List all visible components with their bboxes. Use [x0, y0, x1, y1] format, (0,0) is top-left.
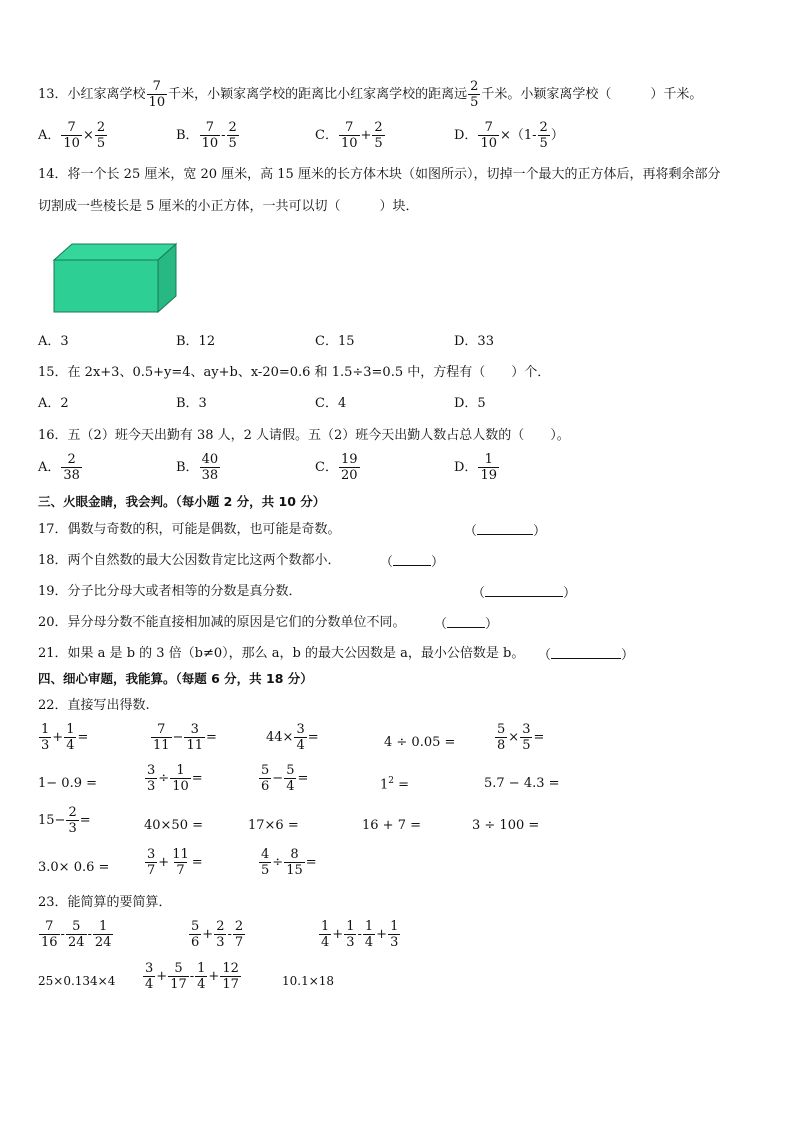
q23-title: 23．能简算的要简算． [38, 895, 172, 910]
q20-stem: 20．异分母分数不能直接相加减的原因是它们的分数单位不同。 [38, 615, 406, 630]
q22-r1-c4: 4 ÷ 0.05 = [384, 735, 456, 750]
q21-answer-blank[interactable]: （ ） [538, 648, 635, 663]
q23-expr-4: 25×0.134×4 [38, 974, 116, 988]
q22-r2-c5: 5.7 − 4.3 = [484, 776, 560, 791]
q22-r3-c1: 15− $\frac{2}{3}$ = [38, 805, 91, 836]
q19-stem: 19．分子比分母大或者相等的分数是真分数． [38, 584, 302, 599]
cuboid-figure [52, 242, 178, 314]
q22-r4-c2: $\frac{3}{7}$ + $\frac{11}{7}$ = [147, 847, 203, 878]
q23-expr-5: $\frac{3}{4}$ + $\frac{5}{17}$ - $\frac{1}{4}$ + $\frac{12}{17}$ [145, 961, 239, 992]
q15-option-d[interactable]: D．5 [454, 396, 486, 411]
q22-r4-c1: 3.0× 0.6 = [38, 860, 110, 875]
q14-option-b[interactable]: B．12 [176, 334, 216, 349]
q23-expr-2: $\frac{5}{6}$ + $\frac{2}{3}$ - $\frac{2}{7}$ [191, 919, 244, 950]
q14-stem-line1: 14．将一个长 25 厘米，宽 20 厘米，高 15 厘米的长方体木块（如图所示），切掉一个最大的正方体后，再将剩余部分 [38, 167, 721, 182]
q20-answer-blank[interactable]: （ ） [434, 617, 499, 632]
q22-title: 22．直接写出得数. [38, 698, 150, 713]
q22-r2-c3: $\frac{5}{6}$ − $\frac{5}{4}$ = [261, 763, 309, 794]
q15-option-b[interactable]: B．3 [176, 396, 207, 411]
q14-option-a[interactable]: A．3 [38, 334, 69, 349]
q16-option-d[interactable]: D． $\frac{1}{19}$ [454, 452, 497, 483]
q14-option-c[interactable]: C．15 [315, 334, 355, 349]
q22-r1-c3: 44× $\frac{3}{4}$ = [266, 722, 319, 753]
q22-r1-c1: $\frac{1}{3}$ + $\frac{1}{4}$ = [41, 722, 89, 753]
q15-option-a[interactable]: A．2 [38, 396, 69, 411]
q22-r3-c5: 3 ÷ 100 = [472, 818, 540, 833]
q22-r2-c4: $1^2$ = [380, 776, 410, 793]
q22-r1-c5: $\frac{5}{8}$ × $\frac{3}{5}$ = [497, 722, 545, 753]
q18-answer-blank[interactable]: （ ） [380, 555, 445, 570]
q17-answer-blank[interactable]: （ ） [464, 524, 547, 539]
q13-option-b[interactable]: B． $\frac{7}{10}$ - $\frac{2}{5}$ [176, 120, 237, 151]
cuboid-top-face [54, 244, 176, 260]
q15-stem: 15．在 2x+3、0.5+y=4、ay+b、x-20=0.6 和 1.5÷3=0.5 中，方程有（ ）个． [38, 365, 551, 380]
q16-stem: 16．五（2）班今天出勤有 38 人，2 人请假。五（2）班今天出勤人数占总人数的（ ）。 [38, 428, 570, 443]
q23-expr-3: $\frac{1}{4}$ + $\frac{1}{3}$ - $\frac{1}{4}$ + $\frac{1}{3}$ [321, 919, 399, 950]
q22-r4-c3: $\frac{4}{5}$ ÷ $\frac{8}{15}$ = [261, 847, 317, 878]
q16-option-c[interactable]: C． $\frac{19}{20}$ [315, 452, 358, 483]
cuboid-front-face [54, 260, 158, 312]
q13-stem: 13．小红家离学校 $\frac{7}{10}$ 千米，小颖家离学校的距离比小红家离学校的距离远 $\frac{2}{5}$ 千米。小颖家离学校（ ）千米。 [38, 79, 703, 110]
q18-stem: 18．两个自然数的最大公因数肯定比这两个数都小． [38, 553, 341, 568]
q16-option-a[interactable]: A． $\frac{2}{38}$ [38, 452, 80, 483]
q22-r3-c3: 17×6 = [248, 818, 299, 833]
q22-r2-c2: $\frac{3}{3}$ ÷ $\frac{1}{10}$ = [147, 763, 203, 794]
fraction: $\frac{7}{10}$ [148, 79, 166, 110]
section-3-title: 三、火眼金睛，我会判。（每小题 2 分，共 10 分） [38, 494, 326, 509]
q23-expr-6: 10.1×18 [282, 974, 335, 988]
q13-option-a[interactable]: A． $\frac{7}{10}$ × $\frac{2}{5}$ [38, 120, 106, 151]
section-4-title: 四、细心审题，我能算。（每题 6 分，共 18 分） [38, 671, 313, 686]
q23-expr-1: $\frac{7}{16}$ - $\frac{5}{24}$ - $\frac{1}{24}$ [41, 919, 112, 950]
q17-stem: 17．偶数与奇数的积，可能是偶数，也可能是奇数。 [38, 522, 341, 537]
q22-r3-c4: 16 + 7 = [362, 818, 421, 833]
q14-stem-line2: 切割成一些棱长是 5 厘米的小正方体，一共可以切（ ）块． [38, 199, 419, 214]
q19-answer-blank[interactable]: （ ） [472, 586, 577, 601]
fraction: $\frac{2}{5}$ [470, 79, 479, 110]
q22-r2-c1: 1− 0.9 = [38, 776, 97, 791]
q21-stem: 21．如果 a 是 b 的 3 倍（b≠0），那么 a，b 的最大公因数是 a，最小公倍数是 b。 [38, 646, 525, 661]
q13-option-d[interactable]: D． $\frac{7}{10}$ ×（1- $\frac{2}{5}$ ） [454, 120, 564, 151]
q15-option-c[interactable]: C．4 [315, 396, 347, 411]
q13-option-c[interactable]: C． $\frac{7}{10}$ + $\frac{2}{5}$ [315, 120, 383, 151]
q16-option-b[interactable]: B． $\frac{40}{38}$ [176, 452, 219, 483]
q22-r1-c2: $\frac{7}{11}$ − $\frac{3}{11}$ = [153, 722, 217, 753]
q14-option-d[interactable]: D．33 [454, 334, 494, 349]
q22-r3-c2: 40×50 = [144, 818, 204, 833]
